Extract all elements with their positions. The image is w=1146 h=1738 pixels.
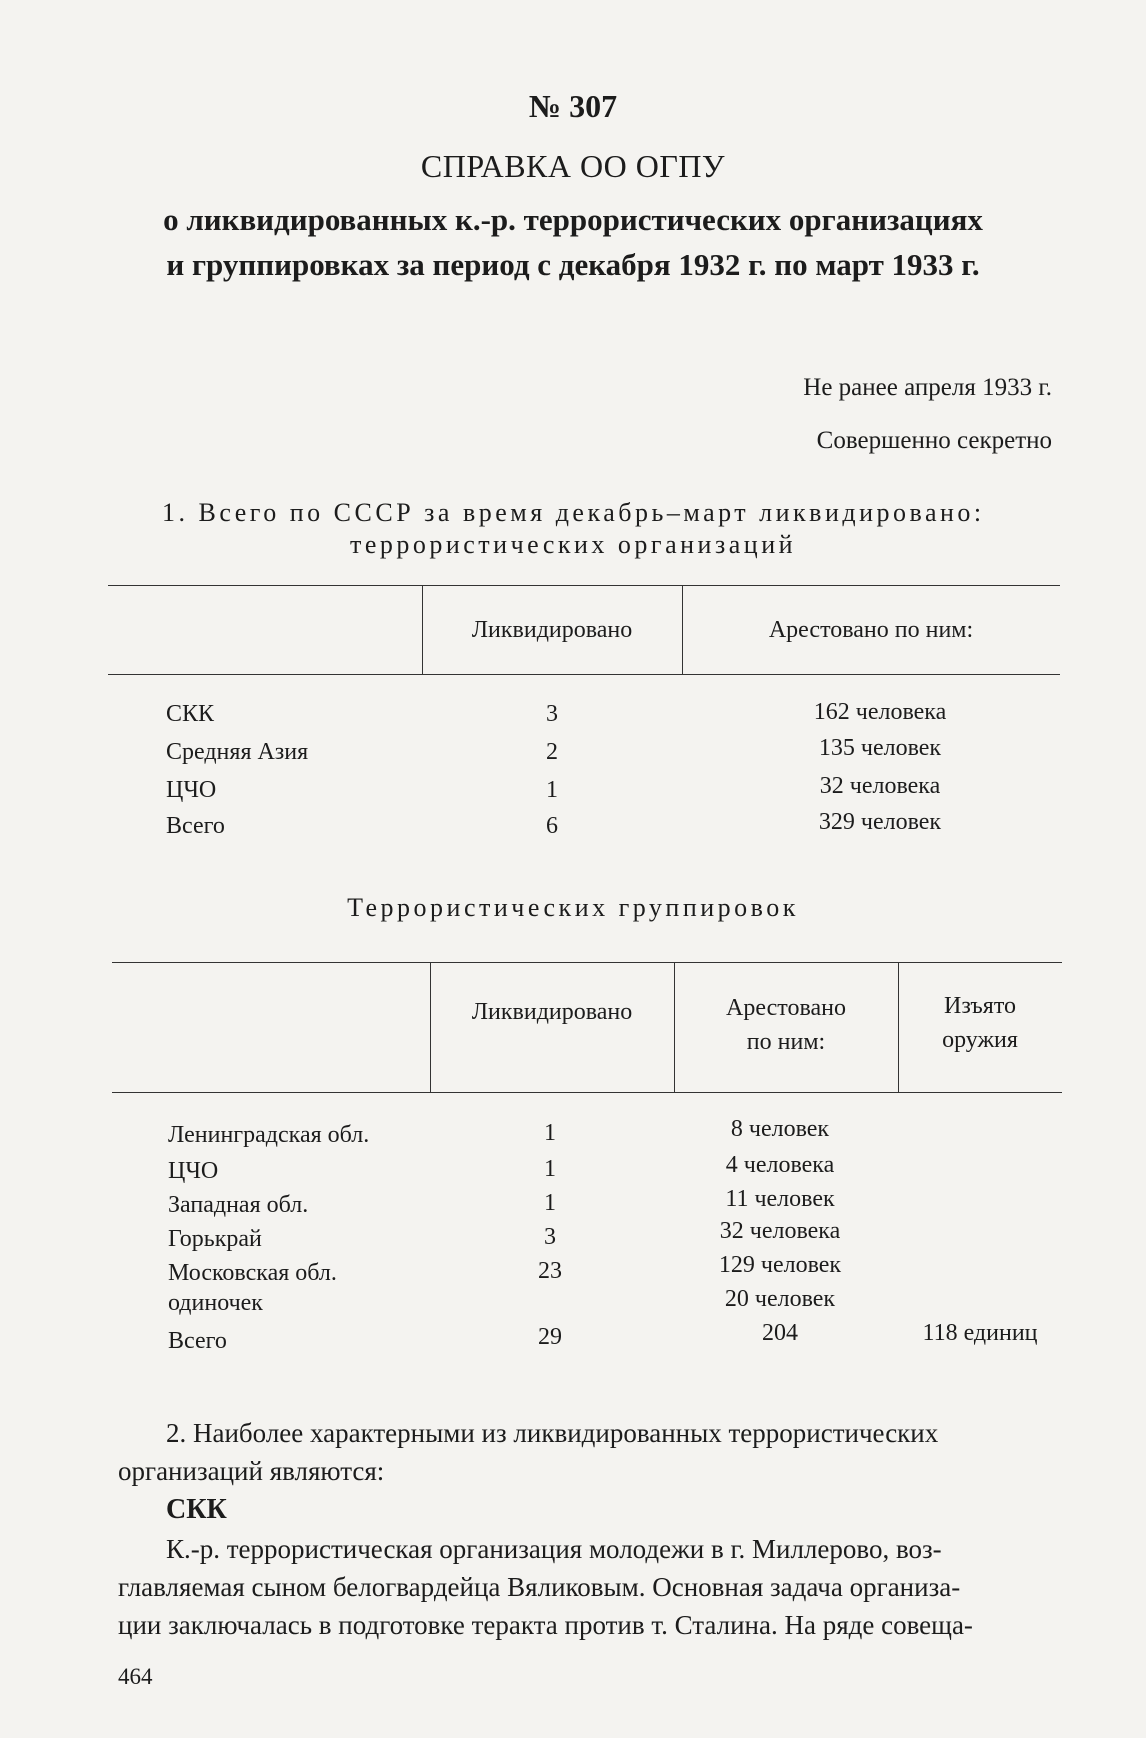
region-cell: Всего [168, 1328, 227, 1354]
liquidated-cell: 6 [546, 813, 558, 839]
region-cell: Средняя Азия [166, 739, 309, 765]
document-subtitle-line-2: и группировках за период с декабря 1932 г. по март 1933 г. [166, 247, 980, 282]
liquidated-cell: 1 [544, 1190, 556, 1216]
document-number: № 307 [528, 88, 618, 124]
arrested-cell: 162 человека [813, 699, 947, 725]
table-rule [108, 585, 1060, 586]
region-cell: Горькрай [168, 1226, 262, 1252]
section-2-heading: СКК [166, 1494, 227, 1525]
table-rule [112, 962, 1062, 963]
arrested-cell: 32 человека [819, 773, 941, 799]
paragraph-line-1: К.-р. террористическая организация молодежи в г. Миллерово, воз- [166, 1534, 942, 1564]
arrested-cell: 32 человека [719, 1218, 841, 1244]
table-2-caption: Террористических группировок [347, 893, 799, 922]
arrested-cell: 4 человека [725, 1152, 835, 1178]
region-cell: ЦЧО [166, 777, 217, 803]
liquidated-cell: 3 [544, 1224, 556, 1250]
liquidated-cell: 2 [546, 739, 558, 765]
section-2-line-2: организаций являются: [118, 1456, 385, 1486]
liquidated-cell: 1 [544, 1120, 556, 1146]
column-header-arrested: Арестовано [726, 995, 846, 1021]
region-cell: СКК [166, 701, 215, 727]
region-cell: Московская обл. [168, 1260, 337, 1286]
column-header-liquidated: Ликвидировано [471, 999, 633, 1025]
arrested-cell: 129 человек [718, 1252, 842, 1278]
column-header-weapons: Изъято [943, 993, 1017, 1019]
document-date: Не ранее апреля 1933 г. [803, 374, 1052, 401]
paragraph-line-3: ции заключалась в подготовке теракта против т. Сталина. На ряде совеща- [118, 1610, 973, 1640]
document-subtitle-line-1: о ликвидированных к.-р. террористических организациях [163, 202, 983, 237]
page-number: 464 [118, 1664, 153, 1689]
arrested-cell: 204 [762, 1320, 798, 1346]
liquidated-cell: 1 [544, 1156, 556, 1182]
region-cell: ЦЧО [168, 1158, 219, 1184]
arrested-cell: 329 человек [818, 809, 942, 835]
table-rule [112, 1092, 1062, 1093]
arrested-cell: 20 человек [724, 1286, 836, 1312]
column-header-arrested: Арестовано по ним: [768, 617, 974, 643]
region-cell: Всего [166, 813, 225, 839]
column-header-liquidated: Ликвидировано [471, 617, 633, 643]
classification-stamp: Совершенно секретно [816, 427, 1052, 454]
arrested-cell: 8 человек [730, 1116, 830, 1142]
table-rule [108, 674, 1060, 675]
arrested-cell: 135 человек [818, 735, 942, 761]
arrested-cell: 11 человек [725, 1186, 835, 1212]
region-cell: Ленинградская обл. [168, 1122, 370, 1148]
liquidated-cell: 3 [546, 701, 558, 727]
liquidated-cell: 23 [538, 1258, 562, 1284]
section-1-subheading: террористических организаций [349, 530, 797, 559]
column-header-weapons-cont: оружия [942, 1027, 1018, 1053]
paragraph-line-2: главляемая сыном белогвардейца Вяликовым. Основная задача организа- [118, 1572, 961, 1602]
liquidated-cell: 29 [538, 1324, 562, 1350]
liquidated-cell: 1 [546, 777, 558, 803]
section-1-heading: 1. Всего по СССР за время декабрь–март ликвидировано: [162, 498, 985, 527]
weapons-cell: 118 единиц [922, 1320, 1038, 1346]
region-cell: Западная обл. [168, 1192, 309, 1218]
section-2-line-1: 2. Наиболее характерными из ликвидированных террористических [166, 1418, 939, 1448]
region-cell: одиночек [168, 1290, 263, 1316]
column-header-arrested-cont: по ним: [746, 1029, 826, 1055]
document-title: СПРАВКА ОО ОГПУ [420, 148, 726, 184]
